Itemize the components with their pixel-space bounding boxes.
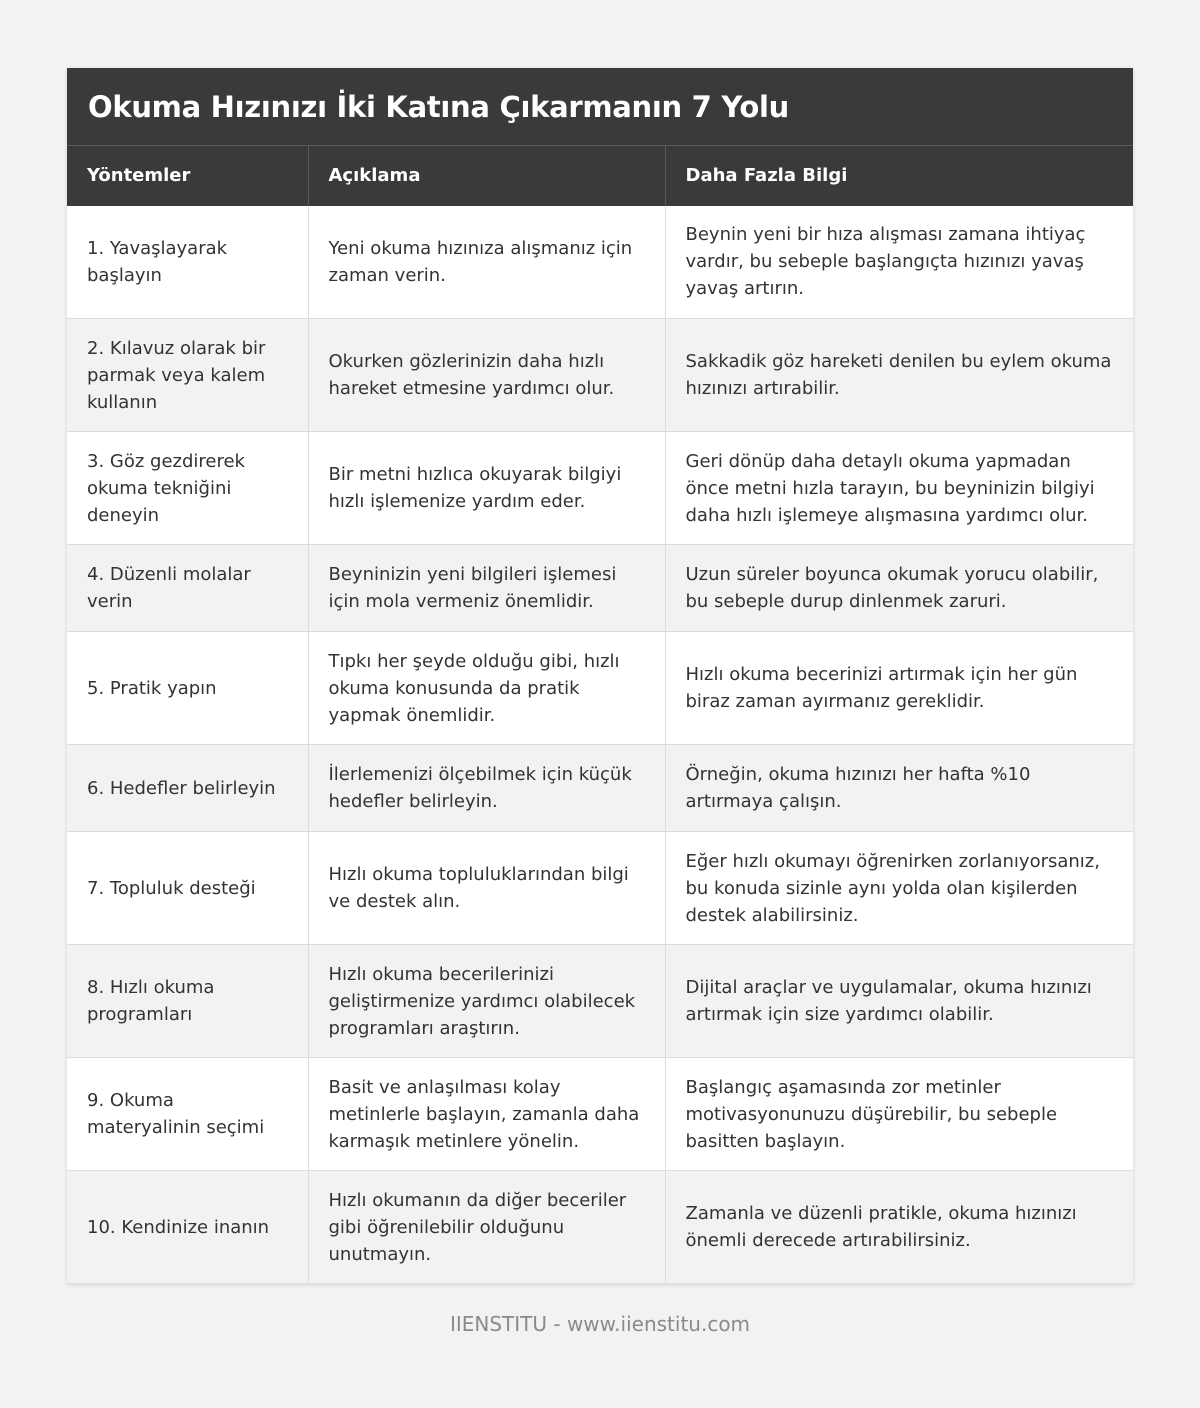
cell-description: Okurken gözlerinizin daha hızlı hareket etmesine yardımcı olur.: [308, 319, 665, 432]
cell-method: 1. Yavaşlayarak başlayın: [67, 206, 308, 319]
cell-method: 7. Topluluk desteği: [67, 832, 308, 945]
table-row: [67, 545, 1133, 632]
cell-more-info: Eğer hızlı okumayı öğrenirken zorlanıyorsanız, bu konuda sizinle aynı yolda olan kişilerden destek alabilirsiniz.: [665, 832, 1133, 945]
cell-description: Yeni okuma hızınıza alışmanız için zaman verin.: [308, 206, 665, 319]
cell-more-info: Örneğin, okuma hızınızı her hafta %10 artırmaya çalışın.: [665, 745, 1133, 832]
methods-table: [67, 145, 1133, 1284]
cell-description: Hızlı okuma becerilerinizi geliştirmenize yardımcı olabilecek programları araştırın.: [308, 945, 665, 1058]
cell-description: Tıpkı her şeyde olduğu gibi, hızlı okuma konusunda da pratik yapmak önemlidir.: [308, 632, 665, 745]
cell-method: 8. Hızlı okuma programları: [67, 945, 308, 1058]
cell-description: Basit ve anlaşılması kolay metinlerle başlayın, zamanla daha karmaşık metinlere yönelin.: [308, 1058, 665, 1171]
cell-method: 3. Göz gezdirerek okuma tekniğini deneyin: [67, 432, 308, 545]
column-header-methods: Yöntemler: [67, 146, 308, 206]
cell-more-info: Uzun süreler boyunca okumak yorucu olabilir, bu sebeple durup dinlenmek zaruri.: [665, 545, 1133, 632]
cell-method: 6. Hedefler belirleyin: [67, 745, 308, 832]
cell-method: 4. Düzenli molalar verin: [67, 545, 308, 632]
table-row: [67, 945, 1133, 1058]
table-header-row: [67, 146, 1133, 206]
cell-description: İlerlemenizi ölçebilmek için küçük hedefler belirleyin.: [308, 745, 665, 832]
cell-more-info: Beynin yeni bir hıza alışması zamana ihtiyaç vardır, bu sebeple başlangıçta hızınızı yavaş yavaş artırın.: [665, 206, 1133, 319]
cell-method: 5. Pratik yapın: [67, 632, 308, 745]
footer-credit: IIENSTITU - www.iienstitu.com: [449, 1312, 751, 1336]
cell-description: Bir metni hızlıca okuyarak bilgiyi hızlı işlemenize yardım eder.: [308, 432, 665, 545]
table-row: [67, 832, 1133, 945]
cell-more-info: Dijital araçlar ve uygulamalar, okuma hızınızı artırmak için size yardımcı olabilir.: [665, 945, 1133, 1058]
cell-method: 10. Kendinize inanın: [67, 1171, 308, 1284]
table-row: [67, 432, 1133, 545]
table-card: [67, 68, 1133, 1284]
table-row: [67, 745, 1133, 832]
cell-description: Hızlı okuma topluluklarından bilgi ve destek alın.: [308, 832, 665, 945]
cell-more-info: Zamanla ve düzenli pratikle, okuma hızınızı önemli derecede artırabilirsiniz.: [665, 1171, 1133, 1284]
column-header-description: Açıklama: [308, 146, 665, 206]
page-title: Okuma Hızınızı İki Katına Çıkarmanın 7 Yolu: [67, 68, 1133, 145]
cell-more-info: Sakkadik göz hareketi denilen bu eylem okuma hızınızı artırabilir.: [665, 319, 1133, 432]
cell-more-info: Geri dönüp daha detaylı okuma yapmadan önce metni hızla tarayın, bu beyninizin bilgiyi daha hızlı işlemeye alışmasına yardımcı olur.: [665, 432, 1133, 545]
cell-description: Beyninizin yeni bilgileri işlemesi için mola vermeniz önemlidir.: [308, 545, 665, 632]
table-row: [67, 206, 1133, 319]
table-row: [67, 1171, 1133, 1284]
cell-method: 9. Okuma materyalinin seçimi: [67, 1058, 308, 1171]
column-header-more-info: Daha Fazla Bilgi: [665, 146, 1133, 206]
table-row: [67, 1058, 1133, 1171]
table-row: [67, 632, 1133, 745]
cell-more-info: Başlangıç aşamasında zor metinler motivasyonunuzu düşürebilir, bu sebeple basitten başlayın.: [665, 1058, 1133, 1171]
table-row: [67, 319, 1133, 432]
cell-description: Hızlı okumanın da diğer beceriler gibi öğrenilebilir olduğunu unutmayın.: [308, 1171, 665, 1284]
cell-method: 2. Kılavuz olarak bir parmak veya kalem kullanın: [67, 319, 308, 432]
cell-more-info: Hızlı okuma becerinizi artırmak için her gün biraz zaman ayırmanız gereklidir.: [665, 632, 1133, 745]
